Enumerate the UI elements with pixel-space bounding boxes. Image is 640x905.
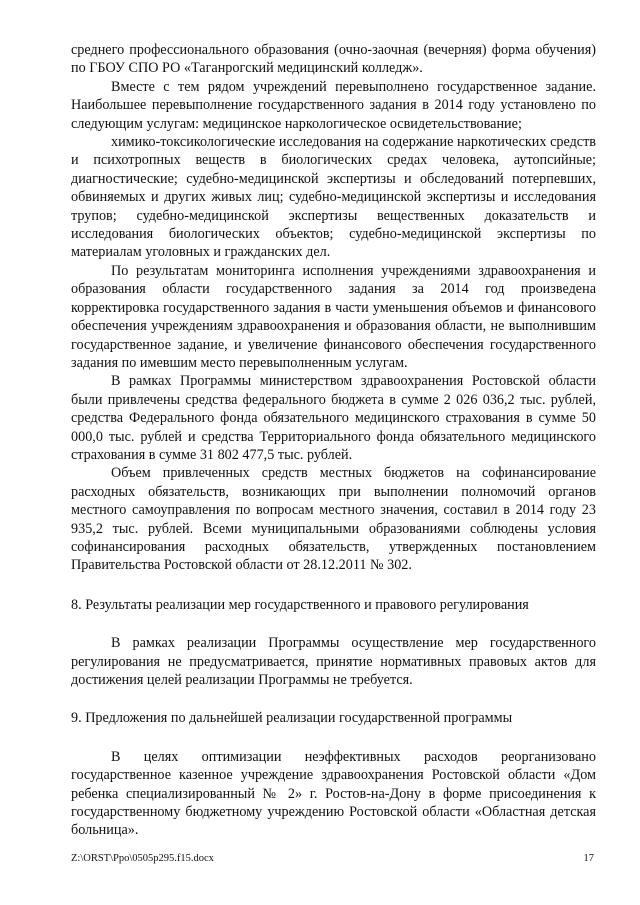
paragraph-monitoring: По результатам мониторинга исполнения учреждениями здравоохранения и образования области государственного задания за 2014 год произведена корректировка государственного задания в части уменьшения объемов и финансового обеспечения учреждениям здравоохранения и образования области, не выполнившим государственное задание, и увеличение финансового обеспечения государственного задания по имевшим место перевыполненным услугам.: [71, 262, 596, 371]
section-9-text: В целях оптимизации неэффективных расходов реорганизовано государственное казенное учреждение здравоохранения Ростовской области «Дом ребенка специализированный № 2» г. Ростов-на-Дону в форме присоединения к государственному бюджетному учреждению Ростовской области «Областная детская больница».: [71, 748, 596, 839]
section-8-heading: 8. Результаты реализации мер государственного и правового регулирования: [71, 596, 529, 613]
paragraph-overfulfillment: Вместе с тем рядом учреждений перевыполнено государственное задание. Наибольшее перевыполнение государственного задания в 2014 году установлено по следующим услугам: медицинское наркологическое освидетельствование;: [71, 78, 596, 132]
paragraph-federal-funds: В рамках Программы министерством здравоохранения Ростовской области были привлечены средства федерального бюджета в сумме 2 026 036,2 тыс. рублей, средства Федерального фонда обязательного медицинского страхования в сумме 50 000,0 тыс. рублей и средства Территориального фонда обязательного медицинского страхования в сумме 31 802 477,5 тыс. рублей.: [71, 373, 596, 463]
section-8-text: В рамках реализации Программы осуществление мер государственного регулирования не предусматривается, принятие нормативных правовых актов для достижения целей реализации Программы не требуется.: [71, 635, 596, 688]
paragraph-local-budgets: Объем привлеченных средств местных бюджетов на софинансирование расходных обязательств, возникающих при выполнении полномочий органов местного самоуправления по вопросам местного значения, составил в 2014 году 23 935,2 тыс. рублей. Всеми муниципальными образованиями соблюдены условия софинансирования расходных обязательств, утвержденных постановлением Правительства Ростовской области от 28.12.2011 № 302.: [71, 465, 596, 574]
footer-page-number: 17: [583, 853, 594, 864]
footer-file-path: Z:\ORST\Ppo\0505p295.f15.docx: [71, 853, 214, 864]
document-body: [71, 41, 596, 840]
paragraph-services-list: химико-токсикологические исследования на содержание наркотических средств и психотропных веществ в биологических средах человека, аутопсийные; диагностические; судебно-медицинской экспертизы и обследований потерпевших, обвиняемых и других живых лиц; судебно-медицинской экспертизы и исследования трупов; судебно-медицинской экспертизы вещественных доказательств и исследования биологических объектов; судебно-медицинской экспертизы по материалам уголовных и гражданских дел.: [71, 134, 596, 261]
paragraph-education: среднего профессионального образования (очно-заочная (вечерняя) форма обучения) по ГБОУ СПО РО «Таганрогский медицинский колледж».: [71, 42, 596, 77]
section-9-heading: 9. Предложения по дальнейшей реализации государственной программы: [71, 710, 513, 727]
